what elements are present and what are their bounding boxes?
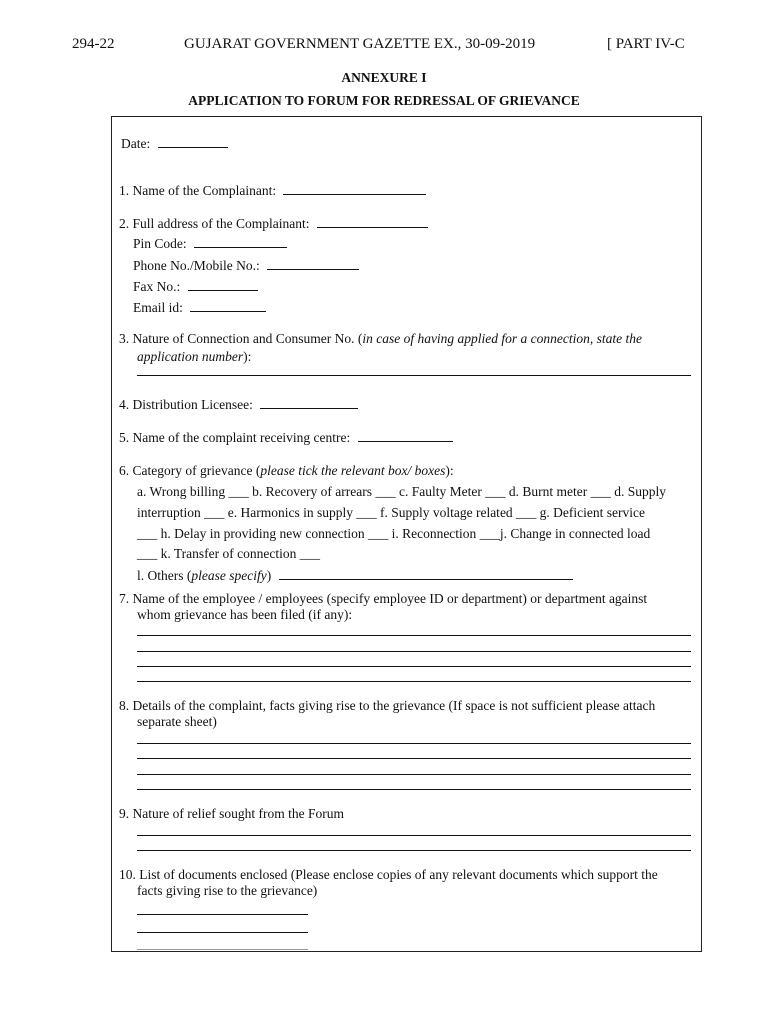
form-title: APPLICATION TO FORUM FOR REDRESSAL OF GRIEVANCE [188,93,580,108]
pin-row [133,236,287,252]
q6-others-row [137,568,573,584]
q3-answer-line[interactable] [137,375,691,376]
q3-italic-note: in case of having applied for a connection, state the [362,331,643,346]
q9-answer-line[interactable] [137,850,691,851]
fax-label: Fax No.: [133,279,181,294]
phone-label: Phone No./Mobile No.: [133,258,260,273]
q10-line1: 10. List of documents enclosed (Please enclose copies of any relevant documents which support the [119,867,658,882]
date-field[interactable] [158,136,228,148]
q7-answer-line[interactable] [137,635,691,636]
q10-line2: facts giving rise to the grievance) [137,883,318,898]
date-row [121,136,228,152]
q1-label: 1. Name of the Complainant: [119,183,277,198]
q8-answer-line[interactable] [137,758,691,759]
q8-line1: 8. Details of the complaint, facts giving rise to the grievance (If space is not sufficient please attach [119,698,656,713]
page-number: 294-22 [72,36,115,52]
q7-answer-line[interactable] [137,666,691,667]
date-label: Date: [121,136,151,151]
q8-line2: separate sheet) [137,714,217,729]
q2-row [119,216,428,232]
q7-answer-line[interactable] [137,681,691,682]
q5-row [119,430,453,446]
q6-others-tail: ) [266,568,272,583]
q6-options-line4[interactable]: ___ k. Transfer of connection ___ [137,546,320,561]
q6-italic-note: please tick the relevant box/ boxes [260,463,446,478]
pin-field[interactable] [194,236,287,248]
pin-label: Pin Code: [133,236,187,251]
q3-line1 [119,331,642,347]
gazette-title: GUJARAT GOVERNMENT GAZETTE EX., 30-09-2019 [184,36,536,52]
document-line[interactable] [137,932,308,933]
others-field[interactable] [279,568,573,580]
part-label: [ PART IV-C [607,36,685,52]
q2-label: 2. Full address of the Complainant: [119,216,310,231]
annexure-title: ANNEXURE I [341,70,427,85]
q9-row: 9. Nature of relief sought from the Forum [119,806,344,821]
q6-options-line3[interactable]: ___ h. Delay in providing new connection ___ i. Reconnection ___j. Change in connected load [137,526,651,541]
q4-label: 4. Distribution Licensee: [119,397,253,412]
q3-label: 3. Nature of Connection and Consumer No. ( [119,331,363,346]
email-row [133,300,266,316]
address-field[interactable] [317,216,428,228]
document-line[interactable] [137,914,308,915]
q6-options-line2[interactable]: interruption ___ e. Harmonics in supply ___ f. Supply voltage related ___ g. Deficient service [137,505,646,520]
licensee-field[interactable] [260,397,358,409]
q8-answer-line[interactable] [137,789,691,790]
centre-field[interactable] [358,430,453,442]
q7-line2: whom grievance has been filed (if any): [137,607,353,622]
complainant-name-field[interactable] [283,183,426,195]
q3-tail: ): [243,349,252,364]
q8-answer-line[interactable] [137,774,691,775]
phone-field[interactable] [267,258,359,270]
fax-field[interactable] [188,279,258,291]
q6-options-line1[interactable]: a. Wrong billing ___ b. Recovery of arrears ___ c. Faulty Meter ___ d. Burnt meter ___ d. Supply [137,484,666,499]
q6-others-label: l. Others ( [137,568,192,583]
document-line[interactable] [137,949,308,950]
q5-label: 5. Name of the complaint receiving centre: [119,430,351,445]
q9-answer-line[interactable] [137,835,691,836]
phone-row [133,258,359,274]
q8-answer-line[interactable] [137,743,691,744]
q3-line2 [137,349,251,365]
q4-row [119,397,358,413]
q6-row [119,463,454,479]
fax-row [133,279,258,295]
email-label: Email id: [133,300,183,315]
q3-italic-note-2: application number [137,349,244,364]
q1-row [119,183,426,199]
email-field[interactable] [190,300,266,312]
q6-others-italic: please specify [191,568,267,583]
q7-answer-line[interactable] [137,651,691,652]
q6-tail: ): [445,463,454,478]
q6-label: 6. Category of grievance ( [119,463,261,478]
q7-line1: 7. Name of the employee / employees (specify employee ID or department) or department against [119,591,648,606]
